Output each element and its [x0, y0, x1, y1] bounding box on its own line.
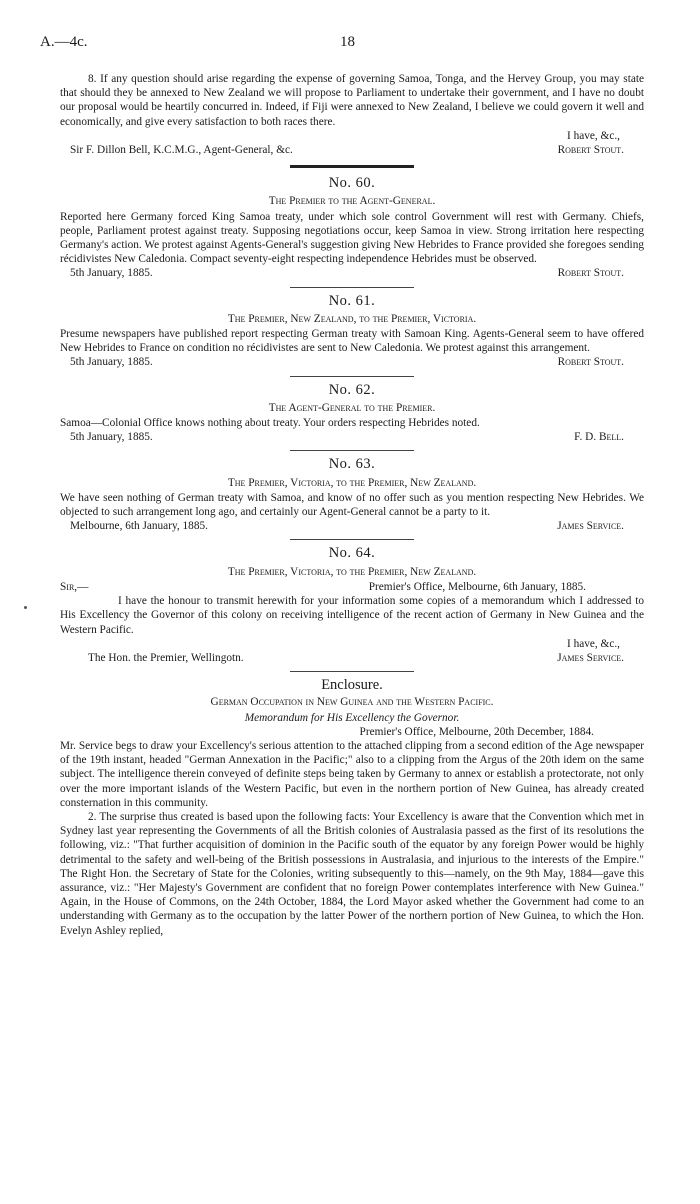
- document-body: [60, 72, 644, 938]
- memorandum-paragraph-2: 2. The surprise thus created is based upon the following facts: Your Excellency is aware that the Convention which met in Sydney last year representing the Governments of all the British colonies of Australasia passed as the first of its resolutions the following, viz.: "That further acquisition of dominion in the Pacific south of the equator by any foreign Power would be highly detrimental to the safety and well-being of the British possessions in Australasia, and injurious to the interests of the Empire." The Right Hon. the Secretary of State for the Colonies, writing subsequently to this—namely, on the 9th May, 1884—gave this assurance, viz.: "Her Majesty's Government are confident that no foreign Power contemplates interference with New Guinea." Again, in the House of Commons, on the 24th October, 1884, the Lord Mayor asked whether the Government had come to an understanding with Germany as to the occupation by the latter Power of the northern portion of New Guinea, to which the Hon. Evelyn Ashley replied,: [60, 810, 644, 937]
- closing-line: I have, &c.,: [566, 129, 620, 142]
- addressee: The Hon. the Premier, Wellingotn.: [88, 651, 244, 664]
- signature-row-64: [60, 651, 644, 665]
- document-number-61: No. 61.: [328, 292, 376, 309]
- telegram-body-61: Presume newspapers have published report respecting German treaty with Samoan King. Agents-General seem to have offered New Hebrides to France on condition no récidivistes are sent to New Caledonia. We protest against this arrangement.: [60, 328, 644, 355]
- signature-row: [60, 143, 644, 157]
- salutation: Sir,—: [60, 580, 89, 593]
- section-divider: [290, 450, 414, 451]
- signature: Robert Stout.: [557, 356, 624, 369]
- date: 5th January, 1885.: [70, 431, 153, 444]
- memorandum-title: Memorandum for His Excellency the Governor.: [244, 711, 460, 724]
- salutation-row: [60, 580, 644, 594]
- date: 5th January, 1885.: [70, 267, 153, 280]
- paragraph-8: 8. If any question should arise regarding the expense of governing Samoa, Tonga, and the Hervey Group, you may state that should they be annexed to New Zealand we will propose to Parliament to undertake their government, and I have no doubt our proposal would be heartily concurred in. Indeed, if Fiji were annexed to New Zealand, I believe we could govern it well and economically, and give every satisfaction to both races there.: [60, 73, 644, 128]
- document-number-63: No. 63.: [328, 456, 376, 473]
- document-number-64: No. 64.: [328, 545, 376, 562]
- enclosure-title: Enclosure.: [321, 677, 383, 694]
- margin-mark: [24, 606, 27, 609]
- office-line: Premier's Office, Melbourne, 20th December, 1884.: [359, 725, 594, 738]
- date-signature-row-61: [60, 355, 644, 369]
- document-heading-60: The Premier to the Agent-General.: [268, 195, 436, 208]
- office-line: Premier's Office, Melbourne, 6th January, 1885.: [368, 580, 586, 593]
- section-divider: [290, 539, 414, 540]
- document-heading-63: The Premier, Victoria, to the Premier, New Zealand.: [227, 476, 477, 489]
- signature: James Service.: [557, 651, 624, 664]
- enclosure-subtitle: German Occupation in New Guinea and the Western Pacific.: [210, 696, 494, 709]
- section-divider: [290, 376, 414, 377]
- signature: James Service.: [557, 520, 624, 533]
- document-number-62: No. 62.: [328, 381, 376, 398]
- telegram-body-60: Reported here Germany forced King Samoa treaty, under which sole control Government will rest with Germany. Chiefs, people, Parliament protest against treaty. Supposing negotiations occur, keep Samoa in view. Strong irritation here respecting Germany's action. We protest against Agents-General's suggestion giving New Hebrides to France provided she foregoes sending récidivistes New Caledonia. Compact seventy-eight respecting independence Hebrides must be observed.: [60, 210, 644, 266]
- page-number: 18: [340, 34, 355, 50]
- document-heading-64: The Premier, Victoria, to the Premier, New Zealand.: [227, 565, 477, 578]
- section-divider: [290, 671, 414, 672]
- signature: F. D. Bell.: [574, 431, 624, 444]
- document-heading-61: The Premier, New Zealand, to the Premier, Victoria.: [227, 312, 477, 325]
- letter-body-64: I have the honour to transmit herewith for your information some copies of a memorandum which I addressed to His Excellency the Governor of this colony on receiving intelligence of the recent action of Germany in New Guinea and the Western Pacific.: [60, 595, 644, 636]
- date: Melbourne, 6th January, 1885.: [70, 520, 208, 533]
- document-number-60: No. 60.: [328, 175, 376, 192]
- signature: Robert Stout.: [557, 144, 624, 157]
- date: 5th January, 1885.: [70, 356, 153, 369]
- section-divider: [290, 165, 414, 168]
- telegram-body-62: Samoa—Colonial Office knows nothing about treaty. Your orders respecting Hebrides noted.: [60, 417, 480, 430]
- date-signature-row-63: [60, 519, 644, 533]
- date-signature-row-62: [60, 430, 644, 444]
- closing-line: I have, &c.,: [566, 637, 620, 650]
- section-divider: [290, 287, 414, 288]
- parliamentary-paper-reference: A.—4c.: [40, 34, 88, 50]
- date-signature-row-60: [60, 266, 644, 280]
- telegram-body-63: We have seen nothing of German treaty with Samoa, and know of no offer such as you mention respecting New Hebrides. We objected to such arrangement long ago, and certainly our Agent-General cannot be a party to it.: [60, 491, 644, 519]
- signature: Robert Stout.: [557, 267, 624, 280]
- addressee: Sir F. Dillon Bell, K.C.M.G., Agent-General, &c.: [70, 144, 293, 157]
- memorandum-paragraph-1: Mr. Service begs to draw your Excellency's serious attention to the attached clipping from a second edition of the Age newspaper of the 19th instant, headed "German Annexation in the Pacific;" also to a clipping from the Argus of the 20th idem on the same subject. The intelligence therein conveyed of definite steps being taken by Germany to annex or establish a protectorate, not only over the more important islands of the Western Pacific, but even in the northern portion of New Guinea, has already created consternation in this community.: [60, 739, 644, 809]
- document-heading-62: The Agent-General to the Premier.: [268, 401, 436, 414]
